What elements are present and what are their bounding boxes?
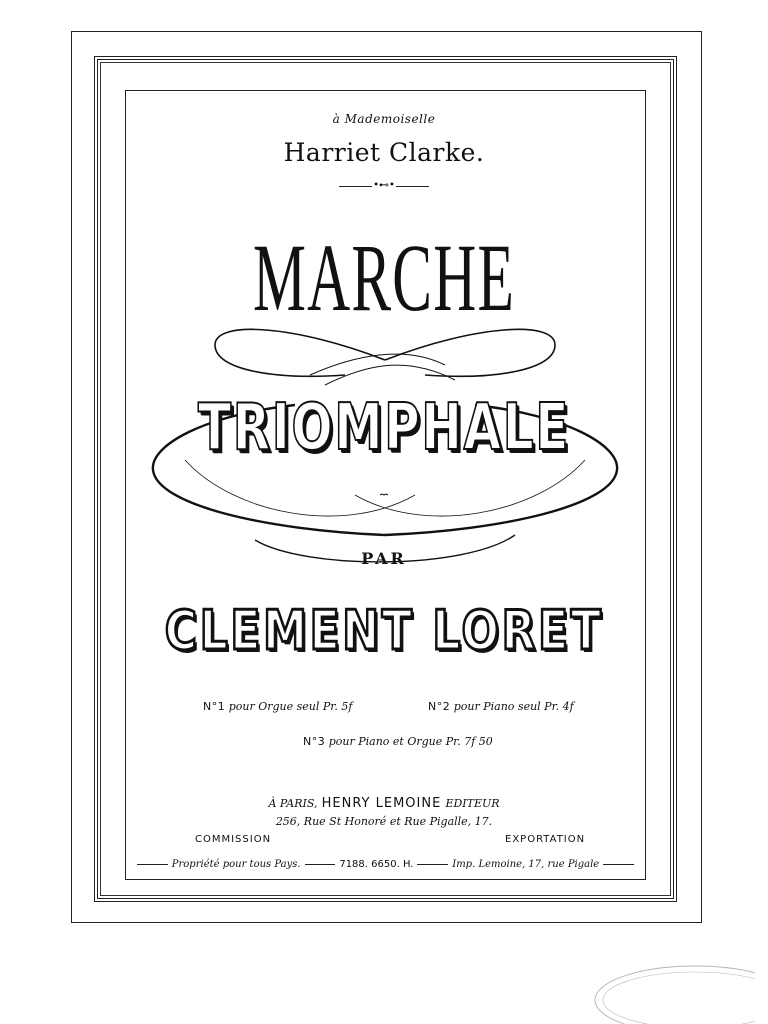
- footer-rule-right: [603, 864, 634, 865]
- edition-2-number: N°2: [428, 700, 451, 713]
- dedication-prefix: à Mademoiselle: [332, 112, 436, 126]
- divider-ornament: •⊷•: [373, 180, 395, 191]
- exportation-label: EXPORTATION: [505, 834, 586, 845]
- footer-rule-mid-right: [417, 864, 448, 865]
- footer-line: [133, 857, 638, 871]
- edition-2: [428, 700, 574, 713]
- printer-notice: Imp. Lemoine, 17, rue Pigale: [452, 858, 600, 870]
- dedication-name: Harriet Clarke.: [283, 138, 485, 167]
- publisher-line: [0, 796, 768, 811]
- property-notice: Propriété pour tous Pays.: [171, 858, 301, 870]
- edition-3: [303, 735, 493, 748]
- by-label: PAR: [361, 549, 407, 568]
- title-marche: MARCHE: [252, 224, 516, 331]
- plate-number: 7188. 6650. H.: [339, 858, 414, 870]
- publisher-city: À PARIS,: [268, 797, 318, 810]
- title-triomphale: TRIOMPHALE: [198, 391, 570, 465]
- commission-label: COMMISSION: [195, 834, 272, 845]
- footer-rule-left: [137, 864, 168, 865]
- composer-name: CLEMENT LORET: [164, 599, 604, 662]
- footer-rule-mid-left: [305, 864, 336, 865]
- publisher-role: EDITEUR: [445, 797, 500, 810]
- edition-3-desc: pour Piano et Orgue Pr. 7f 50: [328, 735, 493, 748]
- edition-1-desc: pour Orgue seul Pr. 5f: [228, 700, 353, 713]
- edition-3-number: N°3: [303, 735, 326, 748]
- edition-2-desc: pour Piano seul Pr. 4f: [453, 700, 574, 713]
- edition-1-number: N°1: [203, 700, 226, 713]
- library-stamp: [585, 960, 755, 1024]
- publisher-name: HENRY LEMOINE: [321, 796, 442, 811]
- edition-1: [203, 700, 352, 713]
- publisher-address: 256, Rue St Honoré et Rue Pigalle, 17.: [275, 815, 493, 828]
